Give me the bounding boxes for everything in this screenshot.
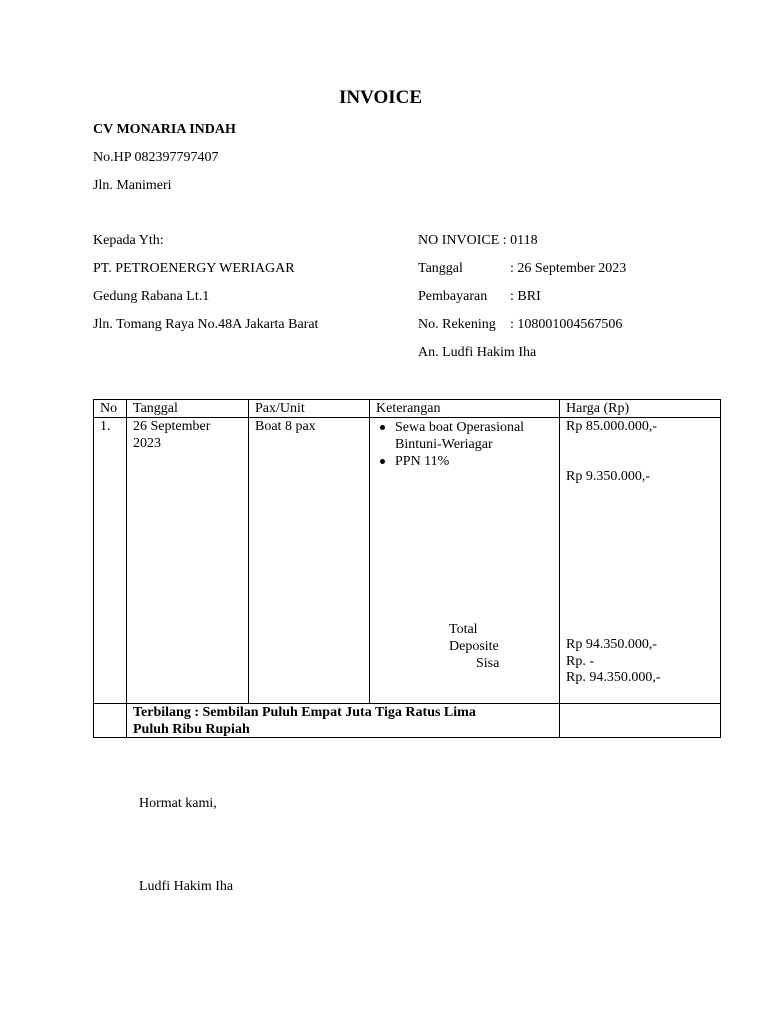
date-label: Tanggal [418,261,463,276]
header-date: Tanggal [133,401,178,416]
price1: Rp 85.000.000,- [566,419,657,434]
row-date-line2: 2023 [133,436,161,451]
account-label: No. Rekening [418,317,496,332]
bullet-icon [380,425,385,430]
remaining-value: Rp. 94.350.000,- [566,670,661,685]
account-value: : 108001004567506 [510,317,623,332]
invoice-title: INVOICE [339,87,423,108]
company-phone: No.HP 082397797407 [93,150,219,165]
recipient-greeting: Kepada Yth: [93,233,164,248]
closing-regards: Hormat kami, [139,796,217,811]
company-address: Jln. Manimeri [93,178,172,193]
row-date-line1: 26 September [133,419,211,434]
company-name: CV MONARIA INDAH [93,122,236,137]
row-no: 1. [100,419,111,434]
terbilang-line1: Terbilang : Sembilan Puluh Empat Juta Tiga Ratus Lima [133,705,476,720]
item1-line1: Sewa boat Operasional [395,420,525,435]
invoice-number: NO INVOICE : 0118 [418,233,538,248]
total-label: Total [449,622,478,637]
account-name: An. Ludfi Hakim Iha [418,345,537,360]
item1-line2: Bintuni-Weriagar [395,437,493,452]
recipient-address: Jln. Tomang Raya No.48A Jakarta Barat [93,317,319,332]
deposit-value: Rp. - [566,654,594,669]
total-value: Rp 94.350.000,- [566,637,657,652]
header-price: Harga (Rp) [566,401,630,416]
header-description: Keterangan [376,401,441,416]
recipient-building: Gedung Rabana Lt.1 [93,289,210,304]
header-no: No [100,401,118,416]
recipient-name: PT. PETROENERGY WERIAGAR [93,261,295,276]
terbilang-line2: Puluh Ribu Rupiah [133,722,250,737]
date-value: : 26 September 2023 [510,261,627,276]
price2: Rp 9.350.000,- [566,469,650,484]
payment-value: : BRI [510,289,541,304]
signer-name: Ludfi Hakim Iha [139,879,234,894]
bullet-icon [380,459,385,464]
row-pax: Boat 8 pax [255,419,316,434]
header-pax: Pax/Unit [255,401,305,416]
deposit-label: Deposite [449,639,499,654]
item2: PPN 11% [395,454,450,469]
payment-label: Pembayaran [418,289,488,304]
remaining-label: Sisa [476,656,500,671]
